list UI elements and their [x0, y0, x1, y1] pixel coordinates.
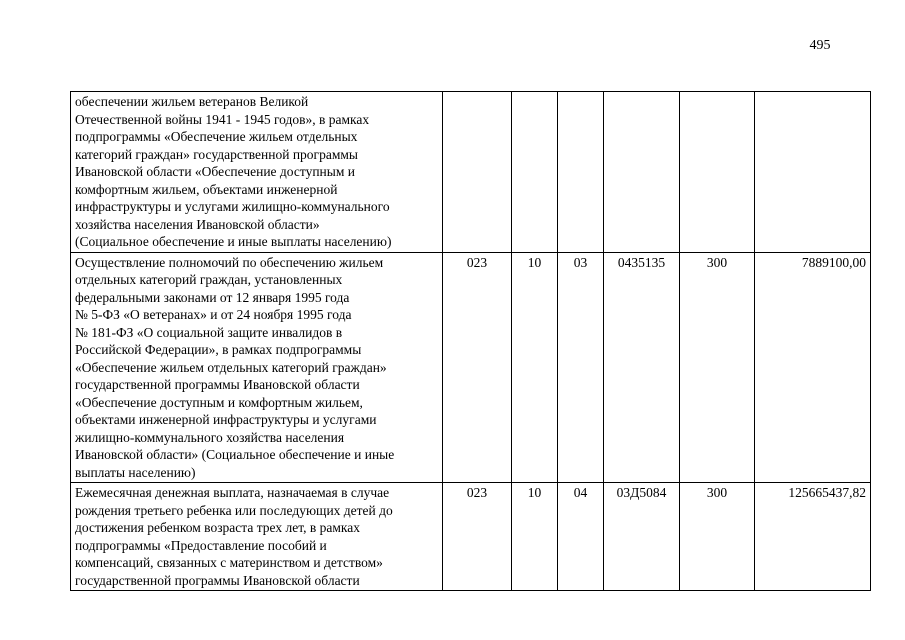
description-line: федеральными законами от 12 января 1995 года [75, 289, 350, 305]
description-line: «Обеспечение жильем отдельных категорий граждан» [75, 359, 387, 375]
description-line: (Социальное обеспечение и иные выплаты населению) [75, 234, 392, 249]
subsection-code [558, 92, 604, 253]
expense-description [71, 483, 443, 591]
description-line: жилищно-коммунального хозяйства населения [75, 429, 345, 445]
description-line: выплаты населению) [75, 464, 196, 480]
description-line: Ивановской области «Обеспечение доступным и [75, 164, 355, 179]
expense-description [71, 92, 443, 253]
expense-type-code: 300 [680, 483, 755, 591]
description-line: государственной программы Ивановской области [75, 572, 360, 588]
description-line: государственной программы Ивановской области [75, 377, 360, 392]
page-number: 495 [809, 38, 831, 53]
amount [755, 92, 871, 253]
description-line: Ивановской области» (Социальное обеспечение и иные [75, 447, 395, 462]
description-line: Отечественной войны 1941 - 1945 годов», в рамках [75, 111, 370, 127]
description-line: подпрограммы «Обеспечение жильем отдельных [75, 129, 358, 144]
expense-description [71, 252, 443, 483]
amount: 125665437,82 [755, 483, 871, 591]
description-line: комфортным жильем, объектами инженерной [75, 181, 338, 197]
target-article-code: 0435135 [604, 252, 680, 483]
description-line: Российской Федерации», в рамках подпрограммы [75, 342, 362, 357]
ministry-code: 023 [443, 252, 512, 483]
description-line: Осуществление полномочий по обеспечению жильем [75, 254, 384, 270]
table-row [71, 483, 871, 591]
amount: 7889100,00 [755, 252, 871, 483]
description-line: категорий граждан» государственной программы [75, 146, 358, 162]
description-line: подпрограммы «Предоставление пособий и [75, 537, 327, 553]
description-line: обеспечении жильем ветеранов Великой [75, 94, 309, 109]
section-code [512, 92, 558, 253]
description-line: № 5-ФЗ «О ветеранах» и от 24 ноября 1995 года [75, 307, 352, 322]
description-line: № 181-ФЗ «О социальной защите инвалидов в [75, 324, 343, 340]
description-line: «Обеспечение доступным и комфортным жильем, [75, 394, 363, 410]
description-line: объектами инженерной инфраструктуры и услугами [75, 412, 377, 427]
description-line: отдельных категорий граждан, установленных [75, 272, 343, 287]
target-article-code: 03Д5084 [604, 483, 680, 591]
expense-type-code: 300 [680, 252, 755, 483]
target-article-code [604, 92, 680, 253]
ministry-code [443, 92, 512, 253]
table-row [71, 252, 871, 483]
description-line: рождения третьего ребенка или последующих детей до [75, 502, 393, 518]
description-line: хозяйства населения Ивановской области» [75, 216, 320, 232]
description-line: компенсаций, связанных с материнством и детством» [75, 555, 383, 570]
description-line: Ежемесячная денежная выплата, назначаемая в случае [75, 485, 390, 500]
budget-table [70, 91, 871, 591]
description-line: инфраструктуры и услугами жилищно-коммунального [75, 199, 390, 214]
table-row [71, 92, 871, 253]
expense-type-code [680, 92, 755, 253]
section-code: 10 [512, 483, 558, 591]
description-line: достижения ребенком возраста трех лет, в рамках [75, 520, 360, 535]
subsection-code: 04 [558, 483, 604, 591]
subsection-code: 03 [558, 252, 604, 483]
ministry-code: 023 [443, 483, 512, 591]
section-code: 10 [512, 252, 558, 483]
